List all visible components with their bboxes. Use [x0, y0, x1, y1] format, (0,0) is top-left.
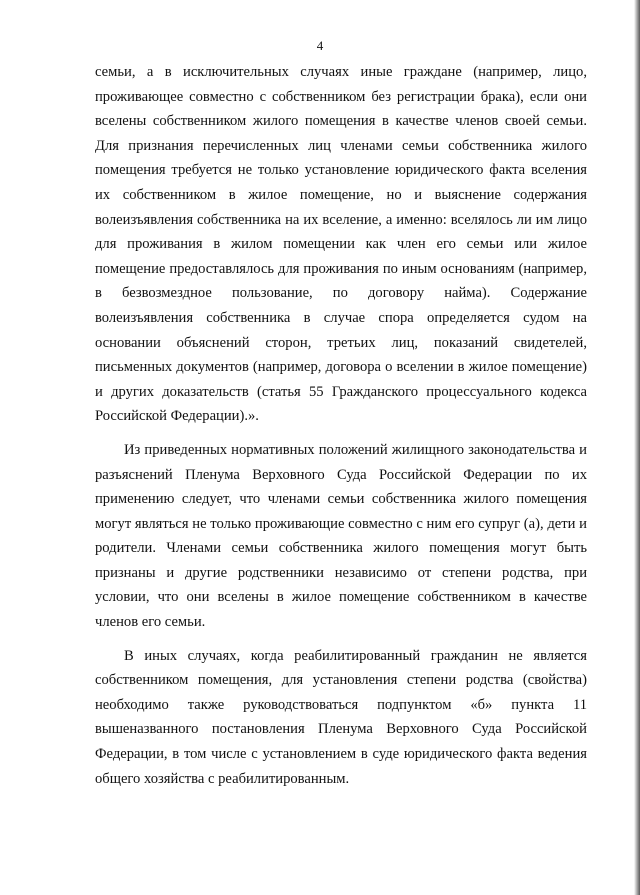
page-edge-shadow: [634, 0, 640, 895]
paragraph-continuation: семьи, а в исключительных случаях иные граждане (например, лицо, проживающее совместно с собственником без регистрации брака), если они вселены собственником жилого помещения в качестве членов своей семьи. Для признания перечисленных лиц членами семьи собственника жилого помещения требуется не только установление юридического факта вселения их собственником в жилое помещение, но и выяснение содержания волеизъявления собственника на их вселение, а именно: вселялось ли им лицо для проживания в жилом помещении как член его семьи или жилое помещение предоставлялось для проживания по иным основаниям (например, в безвозмездное пользование, по договору найма). Содержание волеизъявления собственника в случае спора определяется судом на основании объяснений сторон, третьих лиц, показаний свидетелей, письменных документов (например, договора о вселении в жилое помещение) и других доказательств (статья 55 Гражданского процессуального кодекса Российской Федерации).».: [95, 64, 587, 425]
page-number: 4: [316, 38, 324, 53]
document-body: [95, 60, 587, 791]
paragraph-family-members: Из приведенных нормативных положений жилищного законодательства и разъяснений Пленума Верховного Суда Российской Федерации по их применению следует, что членами семьи собственника жилого помещения могут являться не только проживающие совместно с ним его супруг (а), дети и родители. Членами семьи собственника жилого помещения могут быть признаны и другие родственники независимо от степени родства, при условии, что они вселены в жилое помещение собственником в качестве членов его семьи.: [95, 441, 587, 631]
paragraph-other-cases: В иных случаях, когда реабилитированный гражданин не является собственником помещения, для установления степени родства (свойства) необходимо также руководствоваться подпунктом «б» пункта 11 вышеназванного постановления Пленума Верховного Суда Российской Федерации, в том числе с установлением в суде юридического факта ведения общего хозяйства с реабилитированным.: [95, 647, 587, 787]
